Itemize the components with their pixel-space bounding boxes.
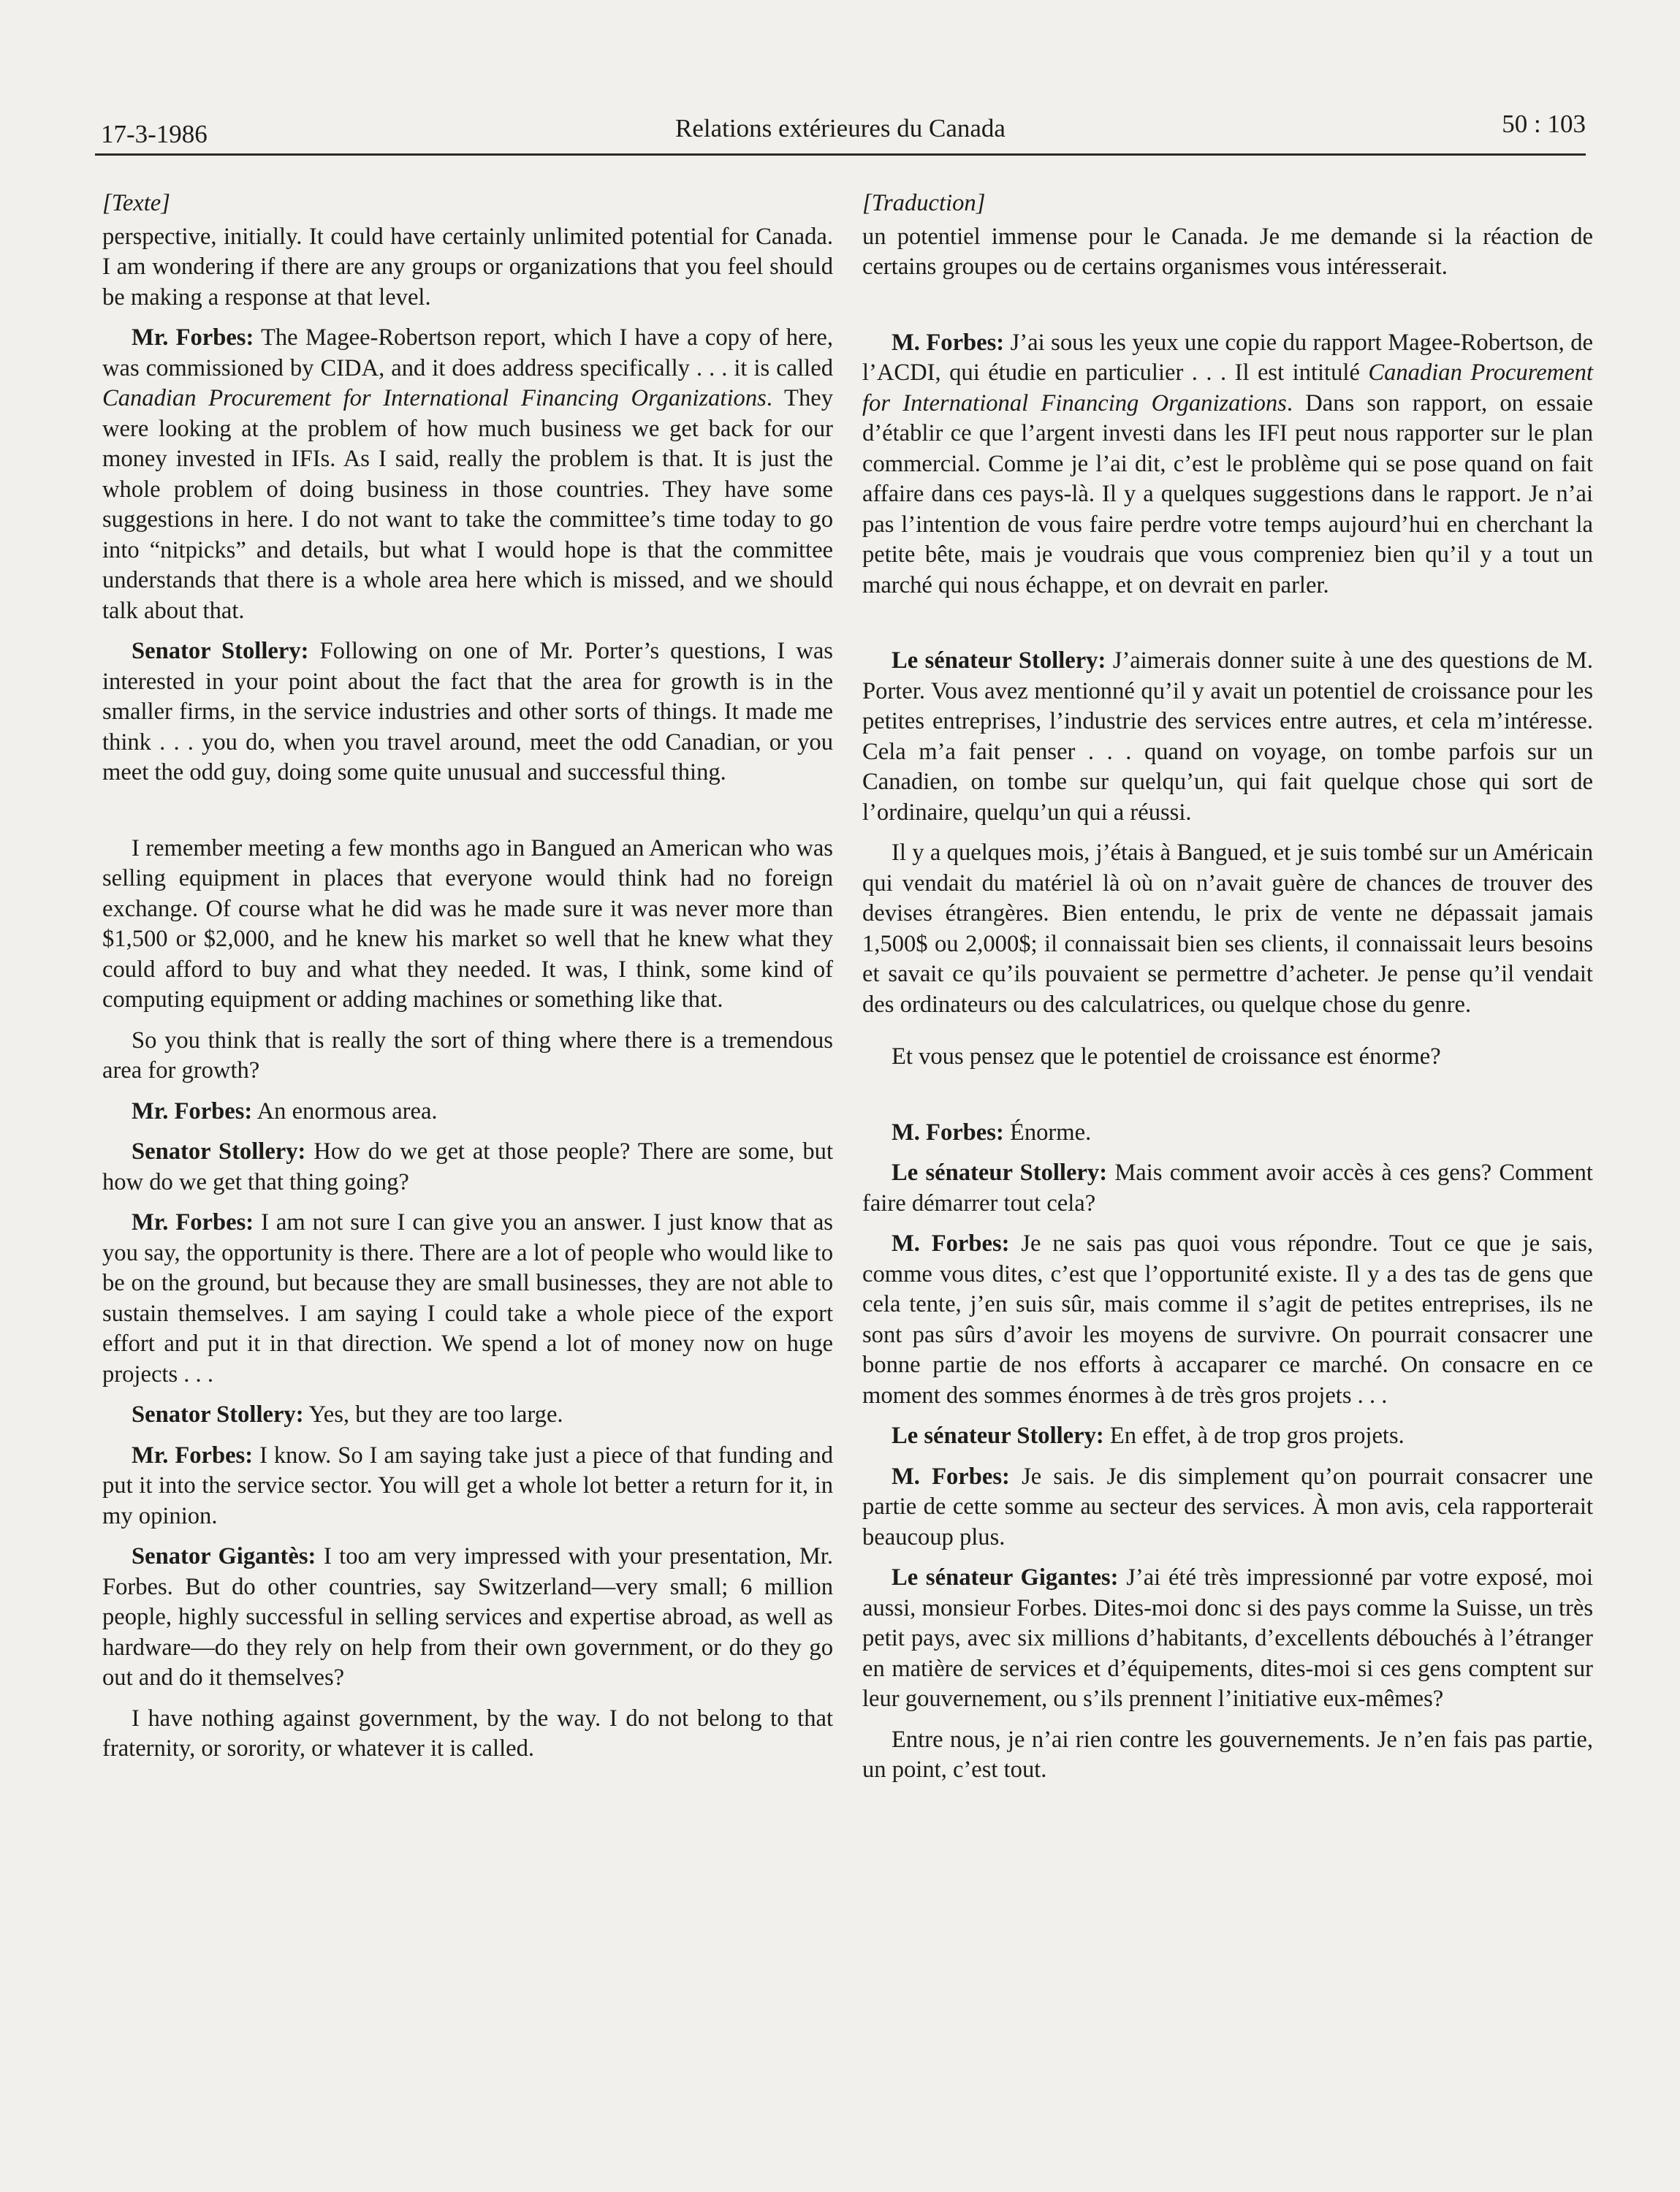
speaker-name: Le sénateur Stollery: bbox=[892, 1160, 1108, 1186]
speaker-name: Mr. Forbes: bbox=[132, 1442, 254, 1469]
bracket-close: ] bbox=[161, 190, 170, 216]
bracket-open: [ bbox=[102, 190, 112, 216]
speech-text: En effet, à de trop gros projets. bbox=[1103, 1423, 1405, 1449]
speech-text: Following on one of Mr. Porter’s questions, I was interested in your point about the fact that the area for growth is in the smaller firms, in the service industries and other sorts of things. It made me think . . . you do, when you travel around, meet the odd Canadian, or you meet the odd guy, doing some quite unusual and successful thing. bbox=[102, 638, 833, 785]
paragraph: I remember meeting a few months ago in Bangued an American who was selling equipment in places that everyone would think had no foreign exchange. Of course what he did was he made sure it was never more than $1,500 or $2,000, and he knew his market so well that he knew what they could afford to buy and what they needed. It was, I think, some kind of computing equipment or adding machines or something like that. bbox=[102, 834, 833, 1013]
speech-paragraph bbox=[102, 636, 833, 788]
speaker-name: Le sénateur Gigantes: bbox=[892, 1564, 1119, 1591]
header-title: Relations extérieures du Canada bbox=[675, 114, 1006, 142]
speech-paragraph bbox=[102, 1441, 833, 1532]
speech-text: I am not sure I can give you an answer. I just know that as you say, the opportunity is there. There are a lot of people who would like to be on the ground, but because they are small businesses, they are not able to sustain themselves. I am saying I could take a whole piece of the export effort and put it in that direction. We spend a lot of money now on huge projects . . . bbox=[102, 1209, 833, 1388]
speech-paragraph bbox=[102, 1400, 833, 1431]
label-text: Texte bbox=[111, 190, 161, 216]
header-date: 17-3-1986 bbox=[101, 120, 208, 148]
speech-paragraph bbox=[102, 1097, 833, 1127]
speaker-name: Senator Stollery: bbox=[132, 1401, 304, 1428]
speech-text: . They were looking at the problem of how much business we get back for our money invested in IFIs. As I said, really the problem is that. It is just the whole problem of doing business in those countries. They have some suggestions in here. I do not want to take the committee’s time today to go into “nitpicks” and details, but what I would hope is that the committee understands that there is a whole area here which is missed, and we should talk about that. bbox=[102, 385, 833, 624]
speech-text: How do we get at those people? There are some, but how do we get that thing going? bbox=[102, 1138, 833, 1195]
column-label bbox=[102, 189, 833, 219]
speaker-name: M. Forbes: bbox=[892, 1230, 1010, 1257]
column-label bbox=[862, 189, 1593, 219]
speaker-name: Mr. Forbes: bbox=[132, 1209, 254, 1236]
speaker-name: M. Forbes: bbox=[892, 1119, 1004, 1146]
speech-paragraph bbox=[862, 1462, 1593, 1553]
paragraph: So you think that is really the sort of thing where there is a tremendous area for growth? bbox=[102, 1027, 833, 1084]
speaker-name: Mr. Forbes: bbox=[132, 1097, 253, 1124]
speech-text: Je ne sais pas quoi vous répondre. Tout ce que je sais, comme vous dites, c’est que l’opportunité existe. Il y a des tas de gens que cela tente, j’en suis sûr, mais comme il s’agit de petites entreprises, ils ne sont pas sûrs d’avoir les moyens de survivre. On pourrait consacrer une bonne partie de nos efforts à accaparer ce marché. On consacre en ce moment des sommes énormes à de très gros projets . . . bbox=[862, 1230, 1593, 1409]
speaker-name: Le sénateur Stollery: bbox=[892, 1423, 1104, 1449]
paragraph: Il y a quelques mois, j’étais à Bangued, et je suis tombé sur un Américain qui vendait du matériel là où on n’avait guère de chances de trouver des devises étrangères. Bien entendu, le prix de vente ne dépassait jamais 1,500$ ou 2,000$; il connaissait bien ses clients, il connaissait leurs besoins et savait ce qu’ils pouvaient se permettre d’acheter. Je pense qu’il vendait des ordinateurs ou des calculatrices, ou quelque chose du genre. bbox=[862, 840, 1593, 1018]
speech-paragraph bbox=[862, 1118, 1593, 1149]
paragraph: perspective, initially. It could have certainly unlimited potential for Canada. I am wondering if there are any groups or organizations that you feel should be making a response at that level. bbox=[102, 223, 833, 311]
paragraph: un potentiel immense pour le Canada. Je me demande si la réaction de certains groupes ou de certains organismes vous intéresserait. bbox=[862, 223, 1593, 280]
speech-paragraph bbox=[862, 1158, 1593, 1219]
speaker-name: Senator Gigantès: bbox=[132, 1543, 316, 1569]
report-title: Canadian Procurement for International Financing Organizations bbox=[862, 359, 1593, 416]
speech-text: Énorme. bbox=[1003, 1119, 1092, 1146]
speech-paragraph bbox=[862, 1563, 1593, 1715]
paragraph: I have nothing against government, by the way. I do not belong to that fraternity, or sorority, or whatever it is called. bbox=[102, 1705, 833, 1762]
paragraph: Et vous pensez que le potentiel de croissance est énorme? bbox=[892, 1043, 1441, 1070]
speech-paragraph bbox=[102, 1542, 833, 1694]
speech-text: J’ai été très impressionné par votre exposé, moi aussi, monsieur Forbes. Dites-moi donc si des pays comme la Suisse, un très petit pays, avec six millions d’habitants, d’excellents débouchés à l’étranger en matière de services et d’équipements, dites-moi si ces gens comptent sur leur gouvernement, ou s’ils prennent l’initiative eux-mêmes? bbox=[862, 1564, 1593, 1712]
speech-paragraph bbox=[862, 1229, 1593, 1411]
speaker-name: Mr. Forbes: bbox=[132, 324, 254, 351]
speech-paragraph bbox=[102, 323, 833, 626]
speech-paragraph bbox=[102, 1208, 833, 1390]
bracket-open: [ bbox=[862, 190, 872, 216]
page-header bbox=[95, 110, 1586, 156]
speech-text: J’ai sous les yeux une copie du rapport Magee-Robertson, de l’ACDI, qui étudie en particulier . . . Il est intitulé bbox=[862, 329, 1593, 386]
speech-text: I know. So I am saying take just a piece of that funding and put it into the service sector. You will get a whole lot better a return for it, in my opinion. bbox=[102, 1442, 833, 1529]
speech-text: I too am very impressed with your presentation, Mr. Forbes. But do other countries, say Switzerland—very small; 6 million people, highly successful in selling services and expertise abroad, as well as hardware—do they rely on help from their own government, or do they go out and do it themselves? bbox=[102, 1543, 834, 1691]
speech-text: . Dans son rapport, on essaie d’établir ce que l’argent investi dans les IFI peut nous rapporter sur le plan commercial. Comme je l’ai dit, c’est le problème qui se pose quand on fait affaire dans ces pays-là. Il y a quelques suggestions dans le rapport. Je n’ai pas l’intention de vous faire perdre votre temps aujourd’hui en cherchant la petite bête, mais je voudrais que vous compreniez bien qu’il y a tout un marché qui nous échappe, et on devrait en parler. bbox=[862, 389, 1593, 598]
speech-paragraph bbox=[862, 646, 1593, 828]
bracket-close: ] bbox=[976, 190, 986, 216]
speaker-name: Senator Stollery: bbox=[132, 1138, 306, 1165]
speech-paragraph bbox=[102, 1137, 833, 1198]
paragraph: Entre nous, je n’ai rien contre les gouvernements. Je n’en fais pas partie, un point, c’est tout. bbox=[862, 1726, 1593, 1783]
speech-text: Mais comment avoir accès à ces gens? Comment faire démarrer tout cela? bbox=[862, 1160, 1593, 1217]
report-title: Canadian Procurement for International Financing Organizations bbox=[102, 385, 767, 411]
english-column bbox=[102, 189, 833, 1765]
speaker-name: M. Forbes: bbox=[892, 329, 1005, 356]
speech-text: The Magee-Robertson report, which I have a copy of here, was commissioned by CIDA, and it does address specifically . . . it is called bbox=[102, 324, 834, 381]
speaker-name: Senator Stollery: bbox=[132, 638, 309, 664]
speech-text: Je sais. Je dis simplement qu’on pourrait consacrer une partie de cette somme au secteur des services. À mon avis, cela rapporterait beaucoup plus. bbox=[862, 1463, 1593, 1550]
french-column bbox=[862, 189, 1593, 1786]
speech-paragraph bbox=[862, 1421, 1593, 1452]
speaker-name: Le sénateur Stollery: bbox=[892, 647, 1106, 674]
speech-text: J’aimerais donner suite à une des questions de M. Porter. Vous avez mentionné qu’il y avait un potentiel de croissance pour les petites entreprises, l’industrie des services entre autres, et cela m’intéresse. Cela m’a fait penser . . . quand on voyage, on tombe parfois sur un Canadien, on tombe sur quelqu’un, qui fait quelque chose qui sort de l’ordinaire, quelqu’un qui a réussi. bbox=[862, 647, 1593, 826]
speech-text: An enormous area. bbox=[252, 1097, 438, 1124]
speech-paragraph bbox=[862, 328, 1593, 601]
speech-text: Yes, but they are too large. bbox=[303, 1401, 563, 1428]
header-page-number: 50 : 103 bbox=[1502, 110, 1586, 138]
label-text: Traduction bbox=[871, 190, 976, 216]
speaker-name: M. Forbes: bbox=[892, 1463, 1010, 1490]
